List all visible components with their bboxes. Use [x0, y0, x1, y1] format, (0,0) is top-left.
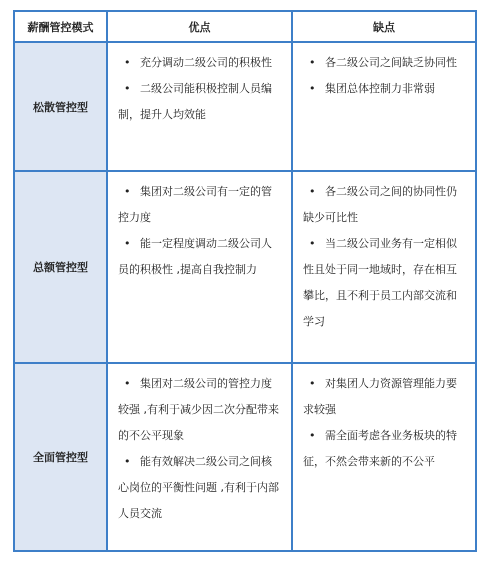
pay-control-comparison-table: [13, 10, 477, 552]
pro-text: 二级公司能积极控制人员编制，提升人均效能: [118, 82, 272, 121]
bullet-icon: •: [124, 237, 131, 250]
pros-cell: [107, 42, 292, 171]
list-item: [118, 449, 281, 527]
bullet-icon: •: [124, 185, 131, 198]
pros-cell: [107, 363, 292, 551]
con-text: 各二级公司之间的协同性仍缺少可比性: [303, 185, 457, 224]
header-cons: 缺点: [292, 11, 476, 42]
bullet-icon: •: [309, 185, 316, 198]
pro-text: 能有效解决二级公司之间核心岗位的平衡性问题 ,有利于内部人员交流: [118, 455, 279, 520]
con-text: 需全面考虑各业务板块的特征，不然会带来新的不公平: [303, 429, 457, 468]
pro-text: 集团对二级公司的管控力度较强 ,有利于减少因二次分配带来的不公平现象: [118, 377, 279, 442]
con-text: 集团总体控制力非常弱: [325, 82, 435, 95]
cons-cell: [292, 363, 476, 551]
header-mode: 薪酬管控模式: [14, 11, 107, 42]
header-pros: 优点: [107, 11, 292, 42]
bullet-icon: •: [309, 56, 316, 69]
mode-cell: 总额管控型: [14, 171, 107, 363]
bullet-icon: •: [124, 82, 131, 95]
list-item: [303, 50, 465, 76]
bullet-icon: •: [124, 56, 131, 69]
pro-text: 充分调动二级公司的积极性: [140, 56, 272, 69]
list-item: [303, 76, 465, 102]
list-item: [303, 231, 465, 335]
con-text: 当二级公司业务有一定相似性且处于同一地域时，存在相互攀比，且不利于员工内部交流和学习: [303, 237, 457, 328]
bullet-icon: •: [124, 377, 131, 390]
table-row-full-control: [14, 363, 476, 551]
list-item: [303, 371, 465, 423]
pro-text: 集团对二级公司有一定的管控力度: [118, 185, 272, 224]
con-text: 对集团人力资源管理能力要求较强: [303, 377, 457, 416]
cons-cell: [292, 171, 476, 363]
list-item: [118, 179, 281, 231]
list-item: [118, 371, 281, 449]
bullet-icon: •: [309, 429, 316, 442]
list-item: [303, 179, 465, 231]
pros-cell: [107, 171, 292, 363]
mode-cell: 全面管控型: [14, 363, 107, 551]
pro-text: 能一定程度调动二级公司人员的积极性 ,提高自我控制力: [118, 237, 272, 276]
bullet-icon: •: [309, 237, 316, 250]
con-text: 各二级公司之间缺乏协同性: [325, 56, 457, 69]
list-item: [118, 231, 281, 283]
mode-cell: 松散管控型: [14, 42, 107, 171]
list-item: [303, 423, 465, 475]
cons-cell: [292, 42, 476, 171]
bullet-icon: •: [309, 82, 316, 95]
table-row-loose-control: [14, 42, 476, 171]
list-item: [118, 76, 281, 128]
table-header-row: [14, 11, 476, 42]
list-item: [118, 50, 281, 76]
table-row-total-control: [14, 171, 476, 363]
bullet-icon: •: [309, 377, 316, 390]
bullet-icon: •: [124, 455, 131, 468]
